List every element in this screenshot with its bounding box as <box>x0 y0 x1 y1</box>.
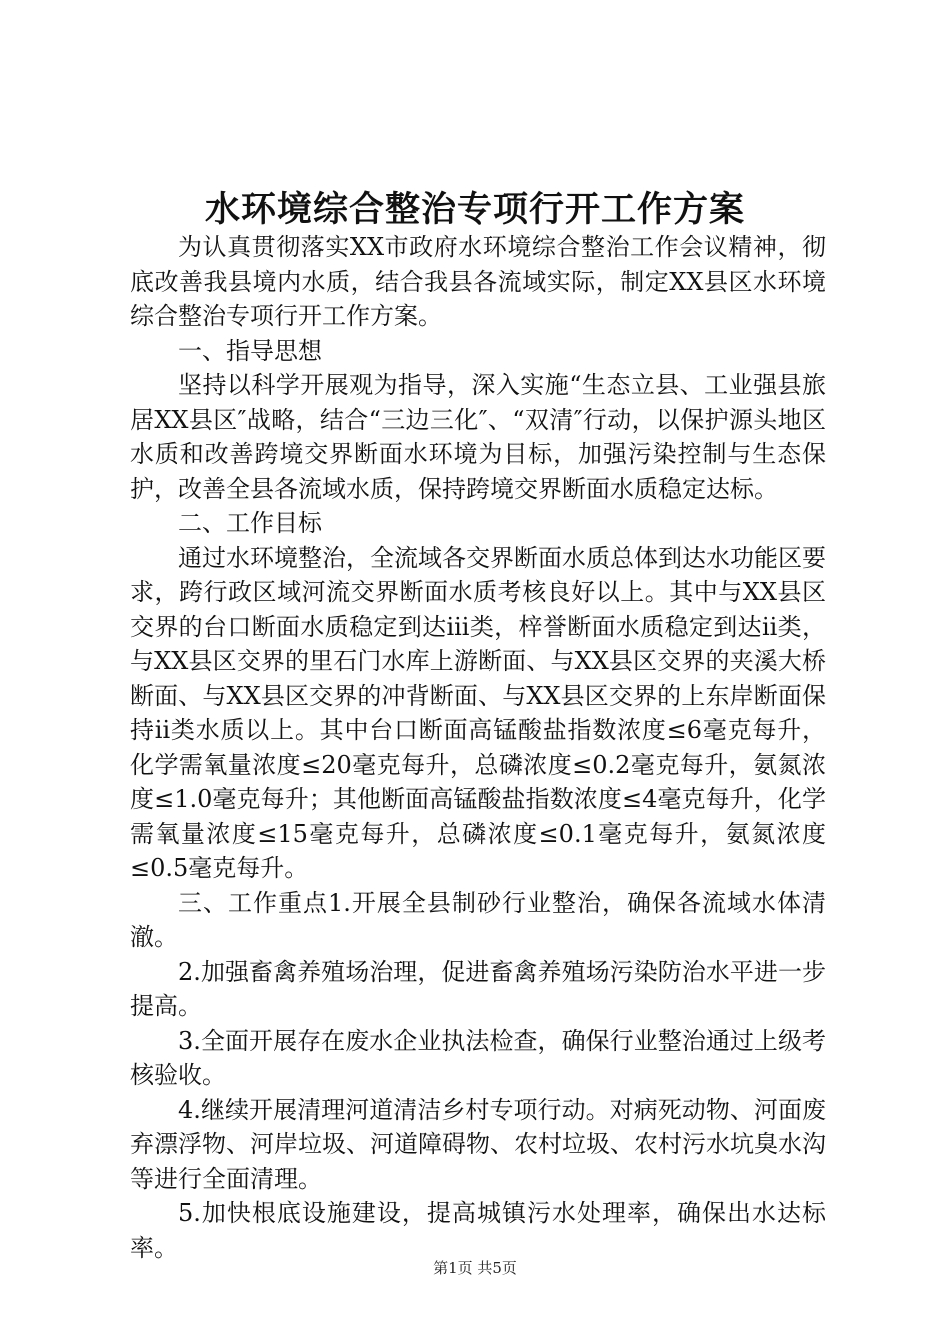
section-heading-work-goals: 二、工作目标 <box>178 509 322 537</box>
document-body <box>130 230 826 1265</box>
work-focus-item-1: 三、工作重点1.开展全县制砂行业整治，确保各流域水体清澈。 <box>130 888 826 951</box>
work-focus-item-3: 3.全面开展存在废水企业执法检查，确保行业整治通过上级考核验收。 <box>130 1026 826 1089</box>
section-heading-guiding-ideology: 一、指导思想 <box>178 336 322 365</box>
page-number-footer: 第1页 共5页 <box>433 1259 517 1277</box>
document-title: 水环境综合整治专项行开工作方案 <box>204 189 745 230</box>
guiding-ideology-paragraph: 坚持以科学开展观为指导，深入实施“生态立县、工业强县旅居XX县区″战略，结合“三边三化″、“双清″行动，以保护源头地区水质和改善跨境交界断面水环境为目标，加强污染控制与生态保护，改善全县各流域水质，保持跨境交界断面水质稳定达标。 <box>130 371 826 503</box>
work-focus-item-4: 4.继续开展清理河道清洁乡村专项行动。对病死动物、河面废弃漂浮物、河岸垃圾、河道障碍物、农村垃圾、农村污水坑臭水沟等进行全面清理。 <box>130 1095 826 1193</box>
work-goals-paragraph: 通过水环境整治，全流域各交界断面水质总体到达水功能区要求，跨行政区域河流交界断面水质考核良好以上。其中与XX县区交界的台口断面水质稳定到达iii类，梓誉断面水质稳定到达ii类，与XX县区交界的里石门水库上游断面、与XX县区交界的夹溪大桥断面、与XX县区交界的冲背断面、与XX县区交界的上东岸断面保持ii类水质以上。其中台口断面高锰酸盐指数浓度≤6毫克每升，化学需氧量浓度≤20毫克每升，总磷浓度≤0.2毫克每升，氨氮浓度≤1.0毫克每升；其他断面高锰酸盐指数浓度≤4毫克每升，化学需氧量浓度≤15毫克每升，总磷浓度≤0.1毫克每升，氨氮浓度≤0.5毫克每升。 <box>130 543 826 882</box>
intro-paragraph: 为认真贯彻落实XX市政府水环境综合整治工作会议精神，彻底改善我县境内水质，结合我县各流域实际，制定XX县区水环境综合整治专项行开工作方案。 <box>130 233 826 330</box>
work-focus-item-2: 2.加强畜禽养殖场治理，促进畜禽养殖场污染防治水平进一步提高。 <box>130 957 826 1020</box>
work-focus-item-5: 5.加快根底设施建设，提高城镇污水处理率，确保出水达标率。 <box>130 1199 826 1262</box>
